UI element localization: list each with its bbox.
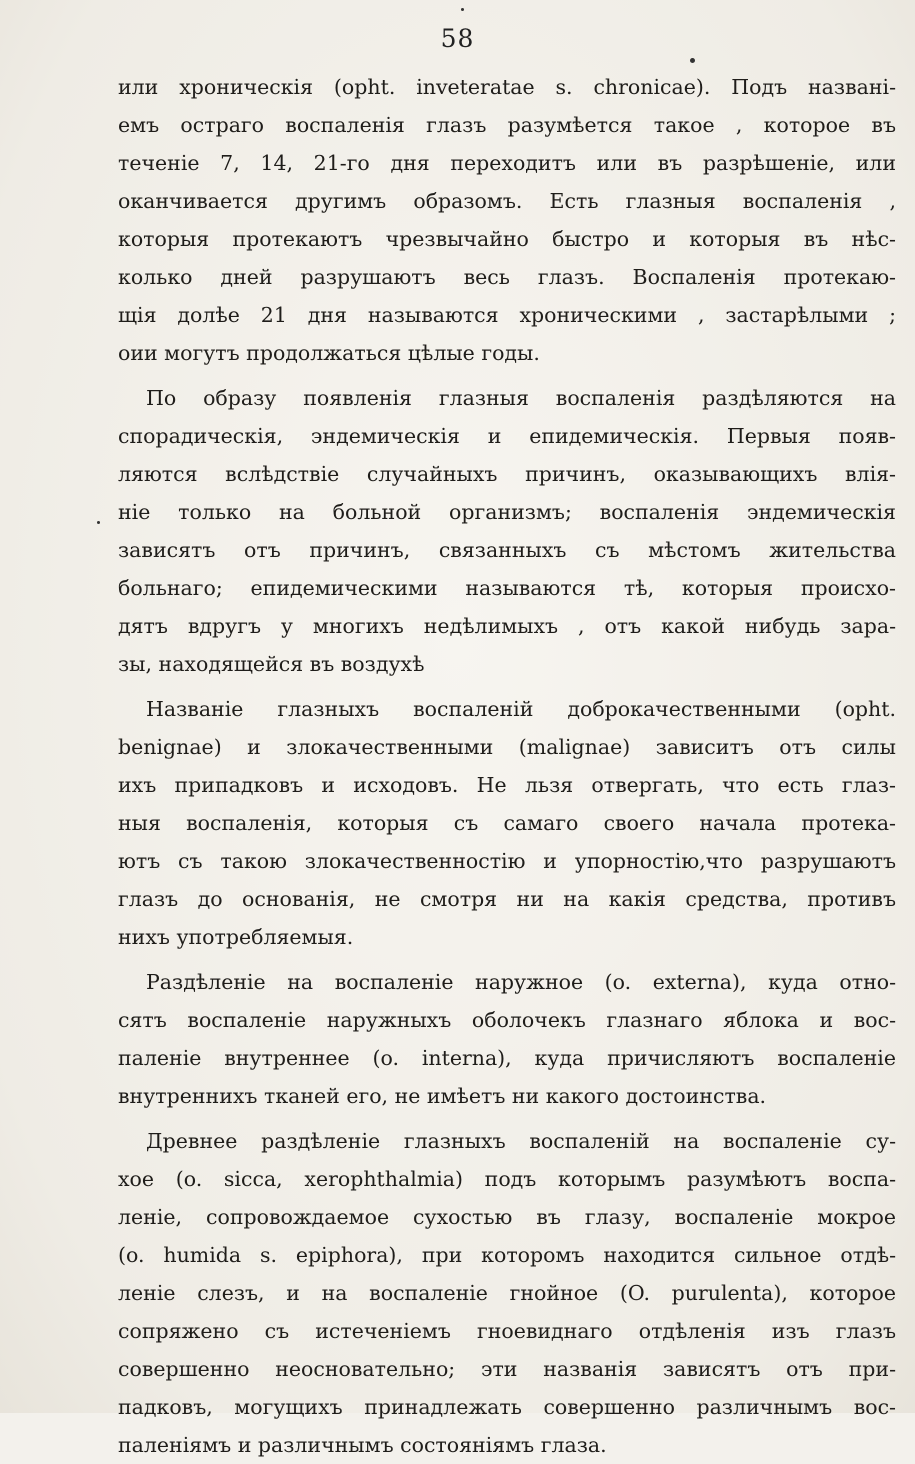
text-line: оканчивается другимъ образомъ. Есть глазныя воспаленія , bbox=[118, 189, 896, 213]
text-line: сопряжено съ истеченіемъ гноевиднаго отдѣленія изъ глазъ bbox=[118, 1319, 896, 1343]
text-line: ныя воспаленія, которыя съ самаго своего начала протека- bbox=[118, 811, 896, 835]
text-line: ніе только на больной организмъ; воспаленія эндемическія bbox=[118, 500, 896, 524]
text-line: теченіе 7, 14, 21-го дня переходитъ или въ разрѣшеніе, или bbox=[118, 151, 896, 175]
ink-speck bbox=[461, 8, 464, 11]
text-line: спорадическія, эндемическія и епидемическія. Первыя появ- bbox=[118, 424, 896, 448]
text-line: колько дней разрушаютъ весь глазъ. Воспаленія протекаю- bbox=[118, 265, 896, 289]
text-line: емъ остраго воспаленія глазъ разумѣется такое , которое въ bbox=[118, 113, 896, 137]
text-line: дятъ вдругъ у многихъ недѣлимыхъ , отъ какой нибудь зара- bbox=[118, 614, 896, 638]
text-line: оии могутъ продолжаться цѣлые годы. bbox=[118, 341, 540, 365]
text-line: (o. humida s. epiphora), при которомъ находится сильное отдѣ- bbox=[118, 1243, 896, 1267]
text-line: паленіе внутреннее (o. interna), куда причисляютъ воспаленіе bbox=[118, 1046, 896, 1070]
paragraph bbox=[118, 690, 896, 956]
text-line: Названіе глазныхъ воспаленій доброкачественными (opht. bbox=[146, 697, 896, 721]
text-line: нихъ употребляемыя. bbox=[118, 925, 354, 949]
text-line: леніе, сопровождаемое сухостью въ глазу, воспаленіе мокрое bbox=[118, 1205, 896, 1229]
ink-speck bbox=[97, 521, 100, 524]
text-line: benignae) и злокачественными (malignae) зависитъ отъ силы bbox=[118, 735, 896, 759]
text-line: паленіямъ и различнымъ состояніямъ глаза. bbox=[118, 1433, 607, 1457]
text-line: зы, находящейся въ воздухѣ bbox=[118, 652, 425, 676]
text-line: зависятъ отъ причинъ, связанныхъ съ мѣстомъ жительства bbox=[118, 538, 896, 562]
text-line: совершенно неосновательно; эти названія зависятъ отъ при- bbox=[118, 1357, 896, 1381]
text-line: ихъ припадковъ и исходовъ. Не льзя отвергать, что есть глаз- bbox=[118, 773, 896, 797]
text-line: сятъ воспаленіе наружныхъ оболочекъ глазнаго яблока и вос- bbox=[118, 1008, 896, 1032]
paragraph bbox=[118, 68, 896, 372]
text-line: щія долѣе 21 дня называются хроническими , застарѣлыми ; bbox=[118, 303, 896, 327]
text-line: падковъ, могущихъ принадлежать совершенно различнымъ вос- bbox=[118, 1395, 896, 1419]
ink-speck bbox=[690, 58, 695, 63]
text-line: Древнее раздѣленіе глазныхъ воспаленій на воспаленіе су- bbox=[146, 1129, 896, 1153]
text-line: ютъ съ такою злокачественностію и упорностію,что разрушаютъ bbox=[118, 849, 896, 873]
page-number: 58 bbox=[440, 24, 475, 53]
text-line: ляются вслѣдствіе случайныхъ причинъ, оказывающихъ влія- bbox=[118, 462, 896, 486]
text-line: Раздѣленіе на воспаленіе наружное (o. externa), куда отно- bbox=[146, 970, 896, 994]
text-line: По образу появленія глазныя воспаленія раздѣляются на bbox=[146, 386, 896, 410]
text-line: которыя протекаютъ чрезвычайно быстро и которыя въ нѣс- bbox=[118, 227, 896, 251]
text-line: хое (o. sicca, xerophthalmia) подъ которымъ разумѣютъ воспа- bbox=[118, 1167, 896, 1191]
body-text bbox=[118, 68, 896, 1464]
text-line: леніе слезъ, и на воспаленіе гнойное (O. purulenta), которое bbox=[118, 1281, 896, 1305]
text-line: больнаго; епидемическими называются тѣ, которыя происхо- bbox=[118, 576, 896, 600]
paragraph bbox=[118, 963, 896, 1115]
paragraph bbox=[118, 379, 896, 683]
text-line: или хроническія (opht. inveteratae s. chronicae). Подъ названі- bbox=[118, 75, 896, 99]
text-line: глазъ до основанія, не смотря ни на какія средства, противъ bbox=[118, 887, 896, 911]
text-line: внутреннихъ тканей его, не имѣетъ ни какого достоинства. bbox=[118, 1084, 767, 1108]
